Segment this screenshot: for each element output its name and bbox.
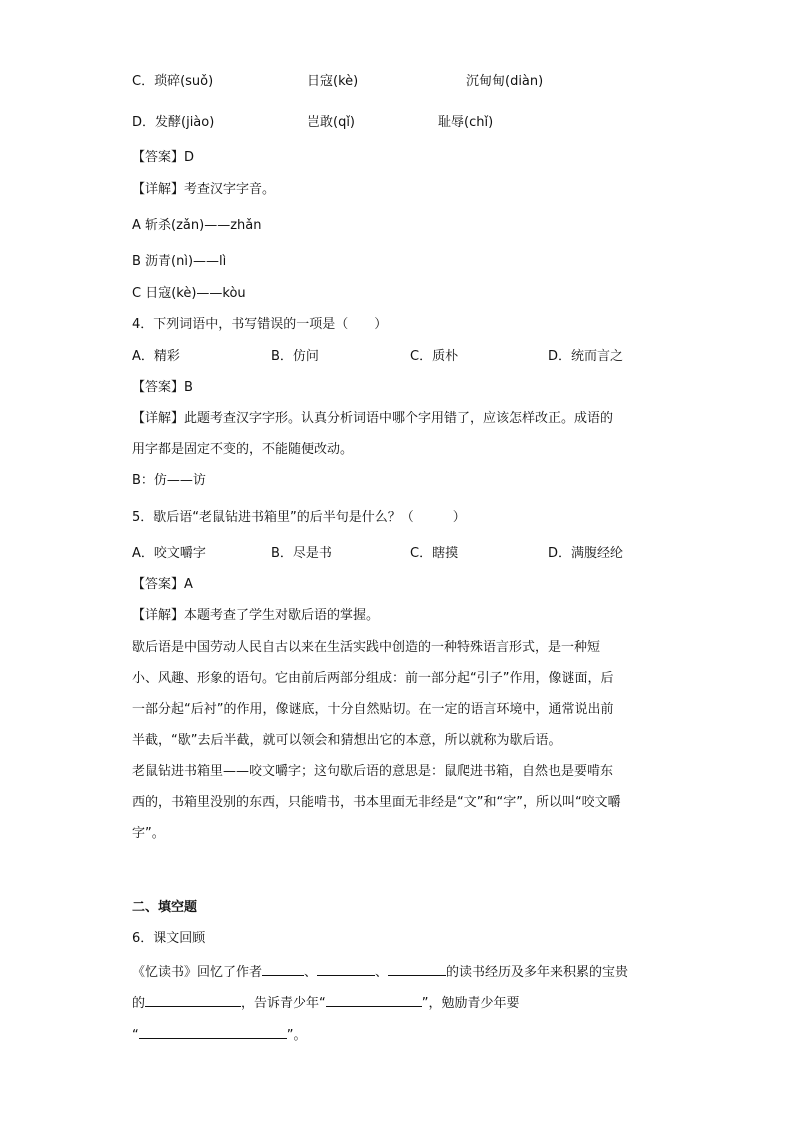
q4-stem: 4．下列词语中，书写错误的一项是（ ） (132, 317, 388, 332)
q5-stem: 5．歇后语“老鼠钻进书箱里”的后半句是什么？（ ） (132, 510, 466, 525)
q6-line-3 (132, 1024, 307, 1046)
section-title: 二、填空题 (132, 900, 198, 915)
q3-note-b: B 沥青(nì)——lì (132, 254, 227, 269)
q6-blank-1[interactable] (262, 961, 304, 976)
q5-para1-line-1: 歇后语是中国劳动人民自古以来在生活实践中创造的一种特殊语言形式，是一种短 (132, 640, 601, 655)
q6-blank-6[interactable] (139, 1024, 287, 1039)
q6-line2-text-c: ”，勉励青少年要 (421, 996, 520, 1011)
q5-para1-line-2: 小、风趣、形象的语句。它由前后两部分组成：前一部分起“引子”作用，像谜面，后 (132, 671, 614, 686)
q6-line3-text-a: “ (132, 1028, 139, 1043)
q6-blank-2[interactable] (317, 961, 375, 976)
q5-answer: 【答案】A (132, 577, 193, 592)
q6-line2-text-b: ，告诉青少年“ (241, 996, 326, 1011)
q4-detail-line-2: 用字都是固定不变的，不能随便改动。 (132, 442, 354, 457)
q5-option-a: A．咬文嚼字 (132, 546, 206, 561)
q6-line1-text-b: 的读书经历及多年来积累的宝贵 (446, 965, 629, 980)
q3-option-c-3: 沉甸甸(diàn) (466, 74, 544, 89)
q3-detail: 【详解】考查汉字字音。 (132, 182, 276, 197)
q5-option-b: B．尽是书 (271, 546, 332, 561)
q4-option-a: A．精彩 (132, 349, 180, 364)
q5-para2-line-1: 老鼠钻进书箱里——咬文嚼字；这句歇后语的意思是：鼠爬进书箱，自然也是要啃东 (132, 764, 614, 779)
q6-blank-4[interactable] (145, 992, 241, 1007)
q6-sep-1: 、 (304, 965, 318, 980)
q5-option-c: C．瞎摸 (410, 546, 459, 561)
q4-answer: 【答案】B (132, 380, 193, 395)
q6-blank-3[interactable] (388, 961, 446, 976)
q4-option-d: D．统而言之 (548, 349, 624, 364)
q3-answer: 【答案】D (132, 150, 195, 165)
q6-line-2 (132, 992, 520, 1014)
q6-line-1 (132, 961, 628, 983)
q4-note: B：仿——访 (132, 473, 206, 488)
q3-note-c: C 日寇(kè)——kòu (132, 286, 246, 301)
q4-detail-line-1: 【详解】此题考查汉字字形。认真分析词语中哪个字用错了，应该怎样改正。成语的 (132, 411, 614, 426)
q5-para1-line-4: 半截，“歇”去后半截，就可以领会和猜想出它的本意，所以就称为歇后语。 (132, 733, 562, 748)
q3-option-c-1: C．琐碎(suǒ) (132, 74, 214, 89)
q3-note-a: A 斩杀(zǎn)——zhǎn (132, 218, 262, 233)
q5-para2-line-2: 西的，书箱里没别的东西，只能啃书，书本里面无非经是“文”和“字”，所以叫“咬文嚼 (132, 795, 621, 810)
q5-option-d: D．满腹经纶 (548, 546, 624, 561)
q3-option-c-2: 日寇(kè) (307, 74, 359, 89)
q5-para1-line-3: 一部分起“后衬”的作用，像谜底，十分自然贴切。在一定的语言环境中，通常说出前 (132, 702, 614, 717)
q3-option-d-1: D．发酵(jiào) (132, 115, 215, 130)
q5-detail: 【详解】本题考查了学生对歇后语的掌握。 (132, 608, 380, 623)
q6-sep-2: 、 (375, 965, 389, 980)
q6-blank-5[interactable] (326, 992, 422, 1007)
q4-option-b: B．仿问 (271, 349, 319, 364)
q5-para2-line-3: 字”。 (132, 826, 165, 841)
q6-line3-text-b: ”。 (286, 1028, 307, 1043)
q6-line1-text-a: 《忆读书》回忆了作者 (132, 965, 263, 980)
q6-line2-text-a: 的 (132, 996, 146, 1011)
q6-stem: 6．课文回顾 (132, 931, 206, 946)
q3-option-d-3: 耻辱(chǐ) (438, 115, 494, 130)
q3-option-d-2: 岂敢(qǐ) (307, 115, 356, 130)
q4-option-c: C．质朴 (410, 349, 459, 364)
